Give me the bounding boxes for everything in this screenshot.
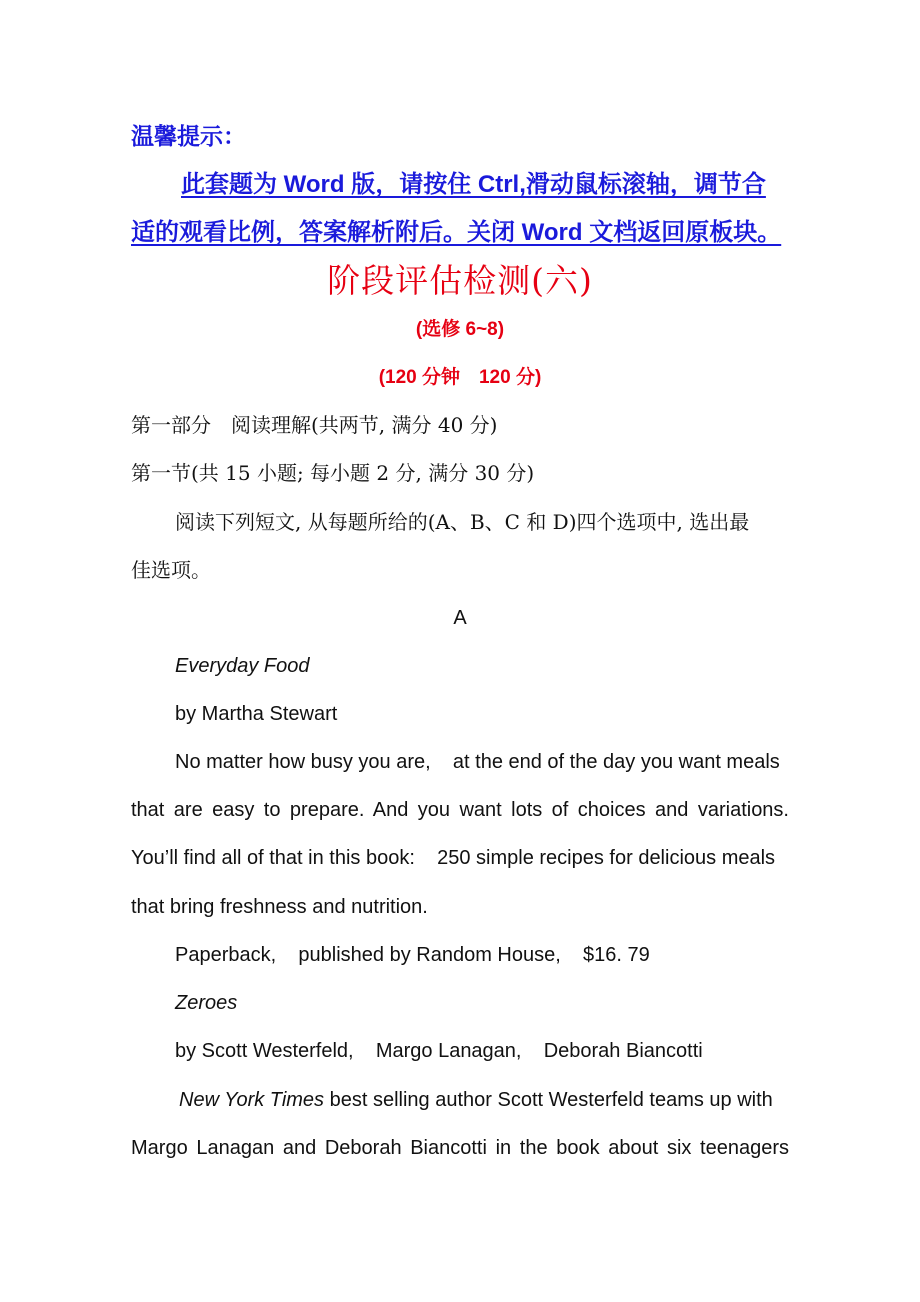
book-1-desc-line-3: You’ll find all of that in this book: 250 simple recipes for delicious meals: [131, 847, 776, 869]
subtitle-time-score: (120 分钟 120 分): [378, 367, 542, 388]
book-1-desc-line-1: No matter how busy you are, at the end of the day you want meals: [175, 751, 780, 773]
instruction-line-2: 佳选项。: [131, 558, 211, 582]
page-title: 阶段评估检测(六): [327, 261, 593, 300]
part-heading: 第一部分 阅读理解(共两节, 满分 40 分): [131, 413, 498, 437]
book-1-desc-line-4: that bring freshness and nutrition.: [131, 896, 428, 918]
book-1-author: by Martha Stewart: [175, 703, 338, 725]
book-2-title: Zeroes: [175, 992, 238, 1014]
instruction-line-1: 阅读下列短文, 从每题所给的(A、B、C 和 D)四个选项中, 选出最: [175, 510, 750, 534]
book-2-desc-rest: best selling author Scott Westerfeld teams up with: [324, 1089, 773, 1111]
book-1-desc-line-2: that are easy to prepare. And you want lots of choices and variations.: [131, 799, 789, 821]
book-1-title: Everyday Food: [175, 655, 310, 677]
book-2-desc-italic: New York Times: [179, 1089, 325, 1111]
subtitle-modules: (选修 6~8): [415, 319, 505, 340]
book-2-desc-line-1: [179, 1090, 773, 1110]
book-1-details: Paperback, published by Random House, $16. 79: [175, 944, 650, 966]
notice-title: 温馨提示：: [131, 123, 246, 149]
passage-label: A: [453, 607, 467, 629]
book-2-author: by Scott Westerfeld, Margo Lanagan, Deborah Biancotti: [175, 1040, 703, 1062]
notice-line-2[interactable]: 适的观看比例，答案解析附后。关闭 Word 文档返回原板块。: [131, 219, 782, 246]
notice-line-1[interactable]: 此套题为 Word 版，请按住 Ctrl,滑动鼠标滚轴，调节合: [181, 171, 766, 198]
subsection-heading: 第一节(共 15 小题; 每小题 2 分, 满分 30 分): [131, 461, 535, 485]
book-2-desc-line-2: Margo Lanagan and Deborah Biancotti in the book about six teenagers: [131, 1137, 789, 1159]
